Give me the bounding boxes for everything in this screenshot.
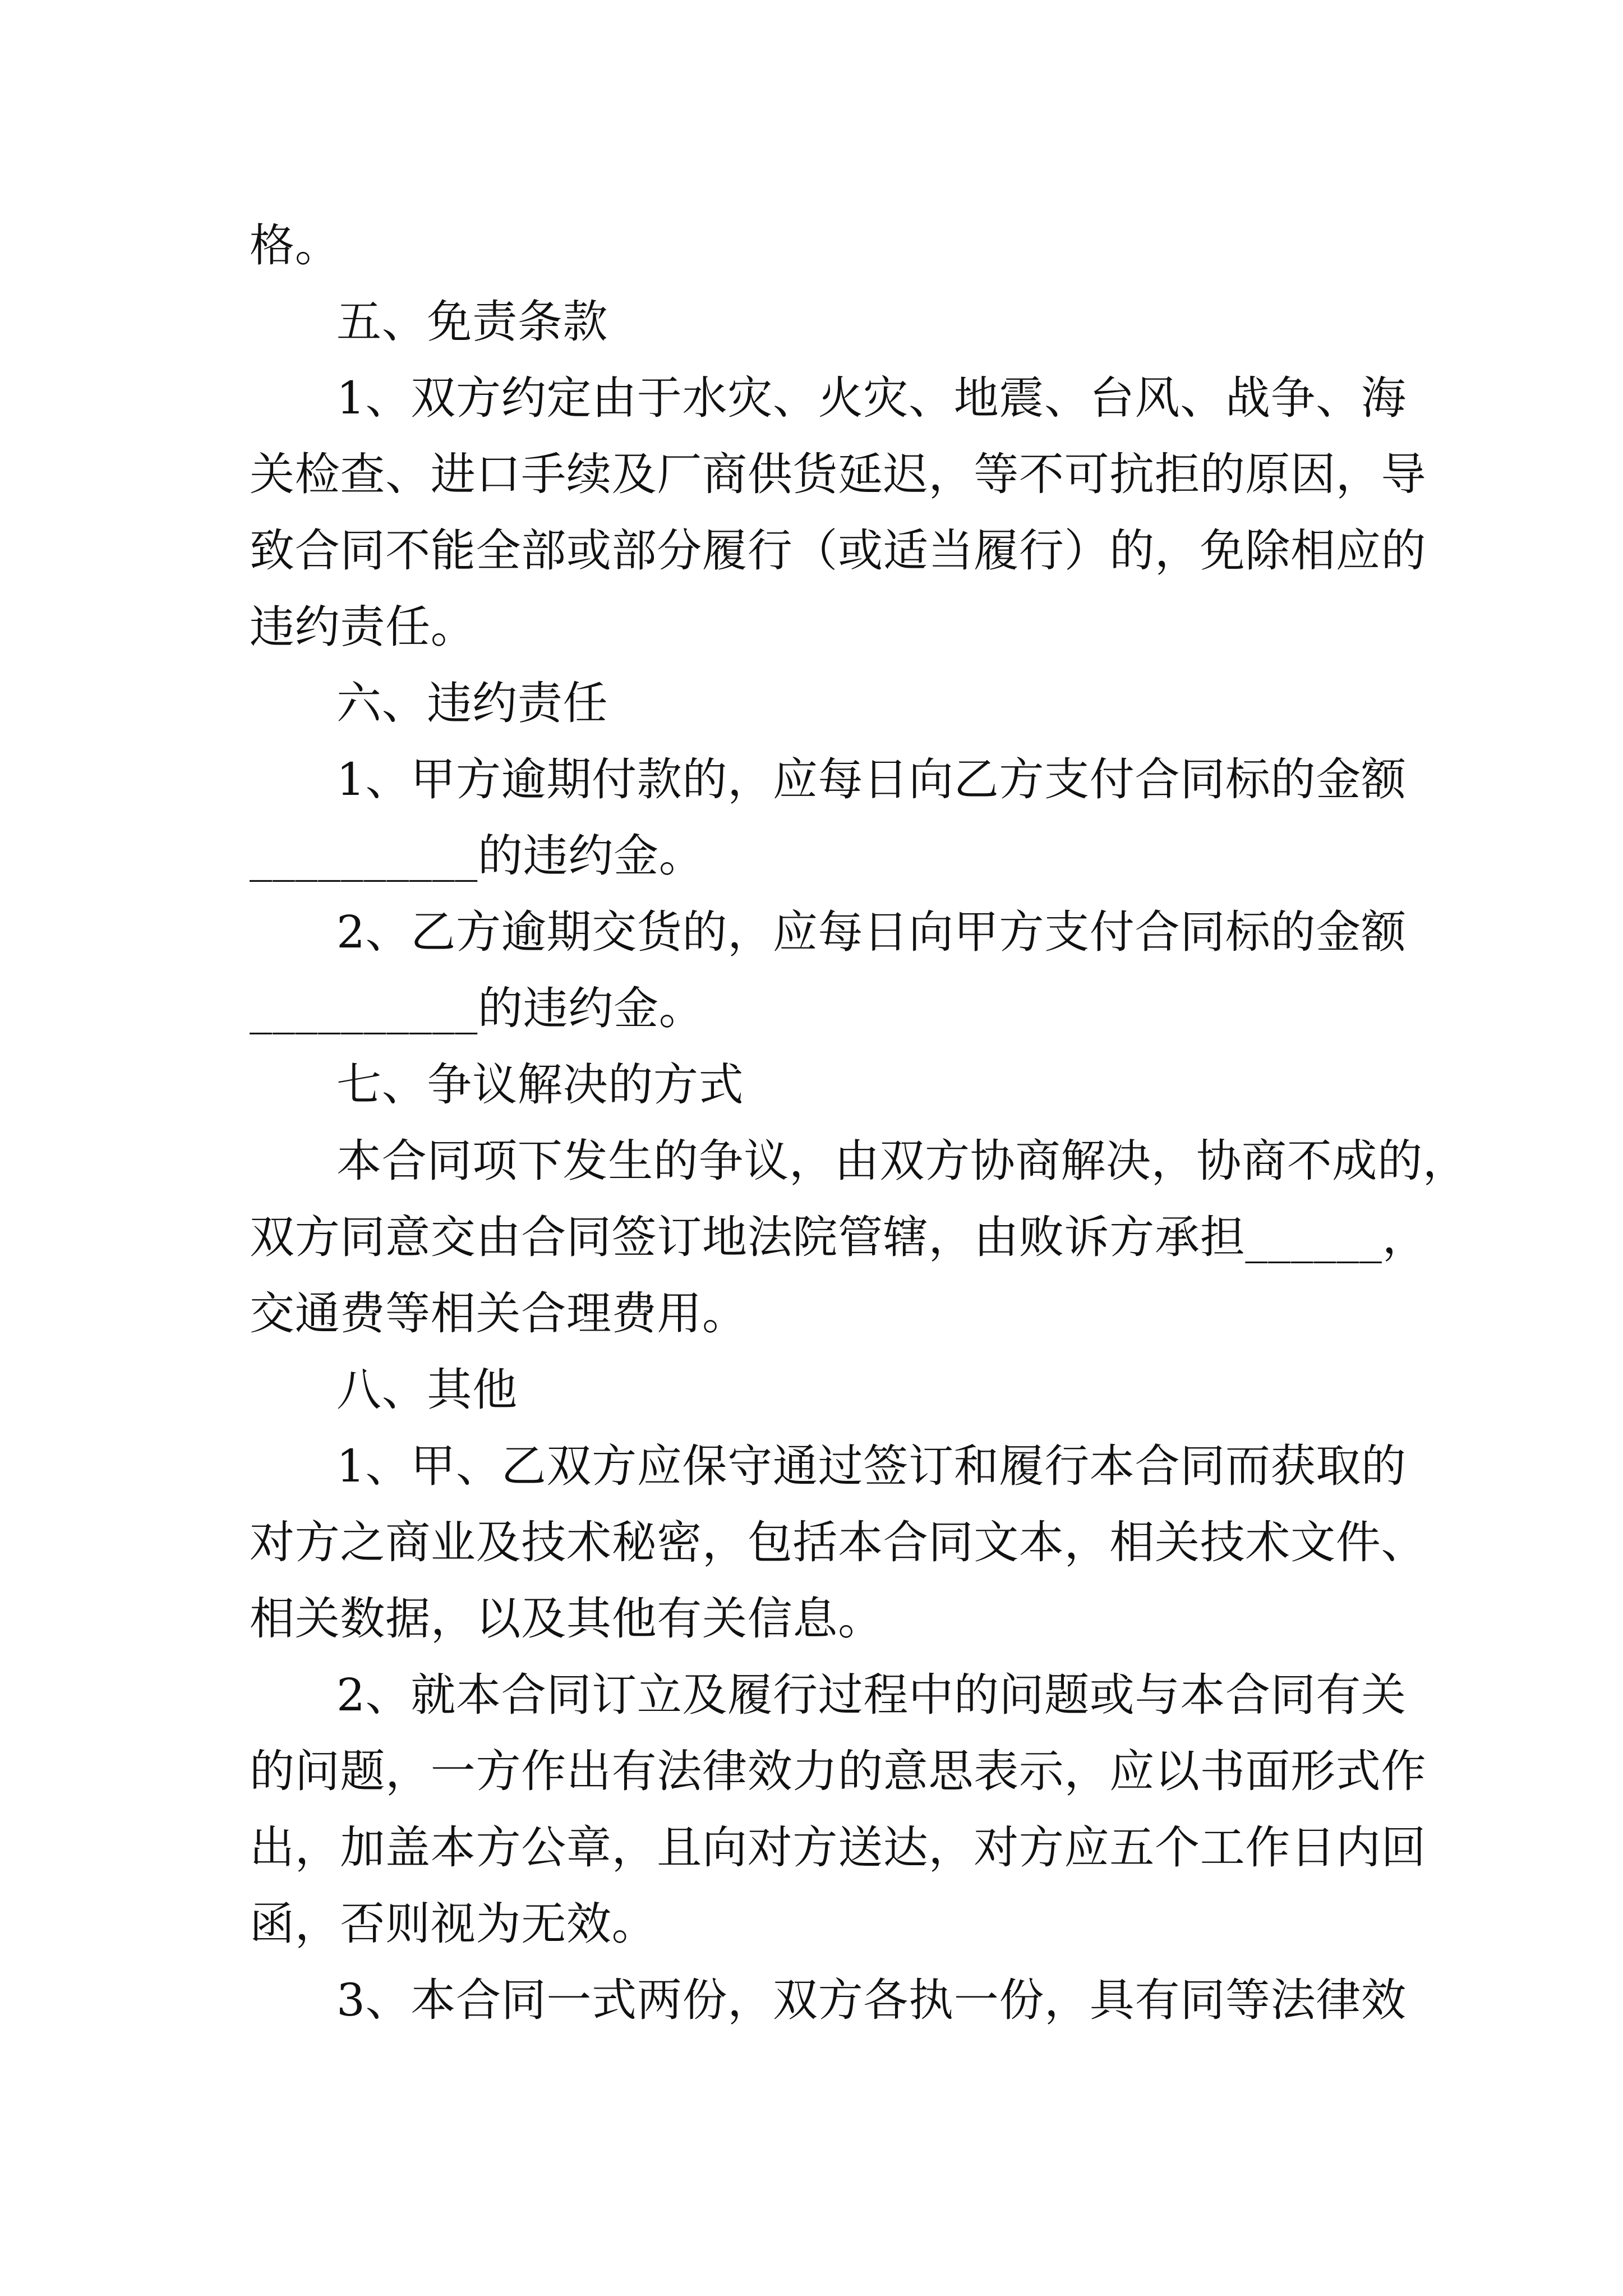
text-line: 的问题，一方作出有法律效力的意思表示，应以书面形式作 <box>250 1745 1427 1797</box>
section-heading-liability: 六、违约责任 <box>336 677 608 729</box>
text-line: __________的违约金。 <box>250 982 704 1034</box>
text-line: 双方同意交由合同签订地法院管辖，由败诉方承担______， <box>250 1211 1428 1263</box>
text-line: 交通费等相关合理费用。 <box>250 1287 748 1340</box>
text-line: 致合同不能全部或部分履行（或适当履行）的，免除相应的 <box>250 524 1427 577</box>
text-line: 相关数据，以及其他有关信息。 <box>250 1593 883 1645</box>
section-heading-dispute: 七、争议解决的方式 <box>336 1059 744 1111</box>
text-line: 1、甲方逾期付款的，应每日向乙方支付合同标的金额 <box>336 753 1407 806</box>
text-line: 3、本合同一式两份，双方各执一份，具有同等法律效 <box>336 1974 1407 2026</box>
text-line: 本合同项下发生的争议，由双方协商解决，协商不成的， <box>336 1135 1468 1187</box>
section-heading-other: 八、其他 <box>336 1364 518 1416</box>
text-line: 对方之商业及技术秘密，包括本合同文本，相关技术文件、 <box>250 1516 1427 1568</box>
text-line: 函，否则视为无效。 <box>250 1898 657 1950</box>
text-line: 格。 <box>250 219 340 272</box>
text-line: 关检查、进口手续及厂商供货延迟，等不可抗拒的原因，导 <box>250 448 1427 500</box>
text-line: 2、就本合同订立及履行过程中的问题或与本合同有关 <box>336 1669 1407 1721</box>
text-line: 1、甲、乙双方应保守通过签订和履行本合同而获取的 <box>336 1440 1407 1492</box>
text-line: 出，加盖本方公章，且向对方送达，对方应五个工作日内回 <box>250 1821 1427 1874</box>
text-line: __________的违约金。 <box>250 830 704 882</box>
section-heading-exemption: 五、免责条款 <box>336 296 608 348</box>
text-line: 1、双方约定由于水灾、火灾、地震、台风、战争、海 <box>336 372 1407 424</box>
text-line: 违约责任。 <box>250 601 476 653</box>
text-line: 2、乙方逾期交货的，应每日向甲方支付合同标的金额 <box>336 906 1407 958</box>
